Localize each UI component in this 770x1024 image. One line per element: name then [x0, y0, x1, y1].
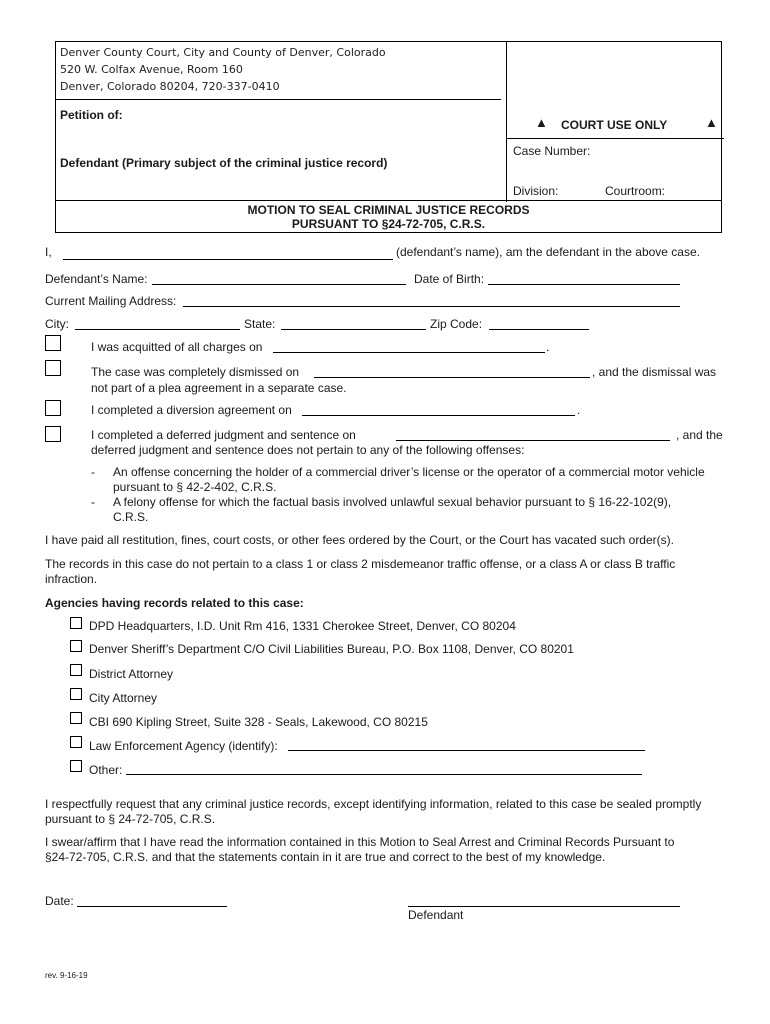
diversion-end: .	[577, 403, 581, 417]
swear-line-1: I swear/affirm that I have read the information contained in this Motion to Seal Arrest and Criminal Records Pursuant to	[45, 835, 675, 849]
swear-line-2: §24-72-705, C.R.S. and that the statements contain in it are true and correct to the best of my knowledge.	[45, 850, 606, 864]
mailing-address-label: Current Mailing Address:	[45, 294, 177, 308]
courtroom-label: Courtroom:	[605, 184, 666, 198]
defendants-name-field[interactable]	[152, 284, 406, 285]
deferred-date-field[interactable]	[396, 440, 670, 441]
zip-label: Zip Code:	[430, 317, 483, 331]
intro-i-label: I,	[45, 245, 52, 259]
agency-dpd-checkbox[interactable]	[70, 617, 82, 629]
court-city-phone-line: Denver, Colorado 80204, 720-337-0410	[60, 80, 280, 93]
intro-suffix-text: (defendant’s name), am the defendant in the above case.	[396, 245, 700, 259]
title-line-1: MOTION TO SEAL CRIMINAL JUSTICE RECORDS	[247, 203, 530, 217]
acquitted-checkbox[interactable]	[45, 335, 61, 351]
date-of-birth-field[interactable]	[488, 284, 680, 285]
signature-date-field[interactable]	[77, 906, 227, 907]
bullet-2-line-2: C.R.S.	[113, 510, 149, 524]
agency-other-checkbox[interactable]	[70, 760, 82, 772]
court-use-panel	[506, 42, 723, 202]
records-statement-line-2: infraction.	[45, 572, 98, 586]
mailing-address-field[interactable]	[183, 306, 680, 307]
agency-city-attorney-checkbox[interactable]	[70, 688, 82, 700]
diversion-date-field[interactable]	[302, 415, 575, 416]
triangle-up-icon: ▲	[705, 115, 718, 130]
dismissed-date-field[interactable]	[314, 377, 590, 378]
caption-box	[55, 41, 722, 201]
dismissed-label: The case was completely dismissed on	[91, 365, 300, 379]
request-line-1: I respectfully request that any criminal justice records, except identifying information, related to this case be sealed promptly	[45, 797, 702, 811]
acquitted-date-field[interactable]	[273, 352, 545, 353]
request-line-2: pursuant to § 24-72-705, C.R.S.	[45, 812, 216, 826]
court-address-block	[60, 44, 386, 95]
diversion-label: I completed a diversion agreement on	[91, 403, 292, 417]
division-label: Division:	[513, 184, 559, 198]
bullet-1-line-1: An offense concerning the holder of a commercial driver’s license or the operator of a commercial motor vehicle	[113, 465, 705, 479]
agency-da-label: District Attorney	[89, 667, 174, 681]
acquitted-end: .	[546, 340, 550, 354]
law-enforcement-identify-field[interactable]	[288, 750, 645, 751]
title-line-2: PURSUANT TO §24-72-705, C.R.S.	[291, 217, 486, 231]
deferred-label: I completed a deferred judgment and sentence on	[91, 428, 356, 442]
defendant-name-field[interactable]	[63, 259, 393, 260]
agency-city-attorney-label: City Attorney	[89, 691, 158, 705]
acquitted-label: I was acquitted of all charges on	[91, 340, 263, 354]
date-label: Date:	[45, 894, 74, 908]
agency-da-checkbox[interactable]	[70, 664, 82, 676]
agency-law-enforcement-checkbox[interactable]	[70, 736, 82, 748]
petition-of-label: Petition of:	[60, 108, 123, 122]
revision-label: rev. 9-16-19	[45, 971, 88, 980]
deferred-checkbox[interactable]	[45, 426, 61, 442]
agency-sheriff-label: Denver Sheriff’s Department C/O Civil Liabilities Bureau, P.O. Box 1108, Denver, CO 80201	[89, 642, 574, 656]
defendant-signature-label: Defendant	[408, 908, 464, 922]
state-label: State:	[244, 317, 276, 331]
zip-field[interactable]	[489, 329, 589, 330]
bullet-2-line-1: A felony offense for which the factual basis involved unlawful sexual behavior pursuant to § 16-22-102(9),	[113, 495, 672, 509]
court-use-divider	[507, 138, 724, 139]
records-statement-line-1: The records in this case do not pertain to a class 1 or class 2 misdemeanor traffic offense, or a class A or class B traffic	[45, 557, 676, 571]
bullet-dash: -	[91, 495, 95, 509]
city-label: City:	[45, 317, 69, 331]
court-street-line: 520 W. Colfax Avenue, Room 160	[60, 63, 243, 76]
court-name-line: Denver County Court, City and County of Denver, Colorado	[60, 46, 386, 59]
date-of-birth-label: Date of Birth:	[414, 272, 485, 286]
dismissed-end: , and the dismissal was	[592, 365, 717, 379]
defendant-primary-label: Defendant (Primary subject of the criminal justice record)	[60, 156, 388, 170]
city-field[interactable]	[75, 329, 240, 330]
defendant-signature-field[interactable]	[408, 906, 680, 907]
agency-cbi-label: CBI 690 Kipling Street, Suite 328 - Seals, Lakewood, CO 80215	[89, 715, 428, 729]
dismissed-line-2: not part of a plea agreement in a separate case.	[91, 381, 347, 395]
agency-sheriff-checkbox[interactable]	[70, 640, 82, 652]
agency-other-field[interactable]	[126, 774, 642, 775]
court-divider	[56, 99, 501, 100]
court-use-only-label: COURT USE ONLY	[561, 118, 668, 132]
case-number-label: Case Number:	[513, 144, 591, 158]
bullet-dash: -	[91, 465, 95, 479]
deferred-line-2: deferred judgment and sentence does not pertain to any of the following offenses:	[91, 443, 525, 457]
caption-left-panel	[56, 42, 506, 202]
agency-cbi-checkbox[interactable]	[70, 712, 82, 724]
agencies-heading: Agencies having records related to this case:	[45, 596, 304, 610]
triangle-up-icon: ▲	[535, 115, 548, 130]
defendants-name-label: Defendant’s Name:	[45, 272, 148, 286]
state-field[interactable]	[281, 329, 426, 330]
bullet-1-line-2: pursuant to § 42-2-402, C.R.S.	[113, 480, 277, 494]
restitution-statement: I have paid all restitution, fines, court costs, or other fees ordered by the Court, or the Court has vacated such order(s).	[45, 533, 674, 547]
document-title	[55, 200, 722, 233]
agency-law-enforcement-label: Law Enforcement Agency (identify):	[89, 739, 278, 753]
agency-other-label: Other:	[89, 763, 123, 777]
deferred-end: , and the	[676, 428, 723, 442]
agency-dpd-label: DPD Headquarters, I.D. Unit Rm 416, 1331 Cherokee Street, Denver, CO 80204	[89, 619, 516, 633]
dismissed-checkbox[interactable]	[45, 360, 61, 376]
diversion-checkbox[interactable]	[45, 400, 61, 416]
